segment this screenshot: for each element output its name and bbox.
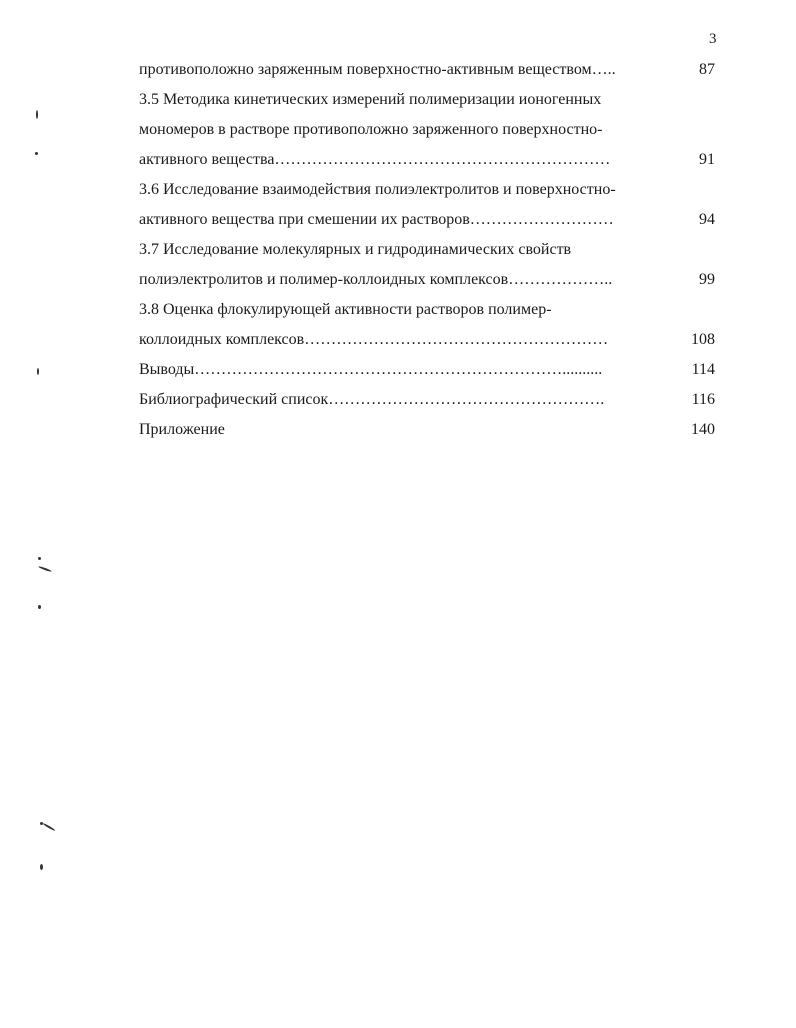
toc-entry-text: 3.6 Исследование взаимодействия полиэлектролитов и поверхностно- — [139, 181, 616, 198]
toc-entry-text: 3.8 Оценка флокулирующей активности растворов полимер- — [139, 301, 552, 318]
toc-entry-page: 94 — [699, 211, 715, 228]
toc-entry-text: активного вещества при смешении их растворов……………………… — [139, 211, 614, 228]
toc-entry-text: полиэлектролитов и полимер-коллоидных комплексов……………….. — [139, 271, 613, 288]
toc-entry-text: мономеров в растворе противоположно заряженного поверхностно- — [139, 121, 603, 138]
scan-speck — [38, 605, 41, 609]
toc-line — [139, 355, 715, 385]
scan-speck — [36, 110, 38, 119]
toc-entry-text: противоположно заряженным поверхностно-активным веществом….. — [139, 61, 616, 78]
scan-speck — [38, 566, 52, 573]
toc-entry-text: 3.7 Исследование молекулярных и гидродинамических свойств — [139, 241, 572, 258]
toc-line — [139, 85, 715, 115]
table-of-contents — [139, 55, 715, 445]
toc-entry-text: Приложение — [139, 421, 225, 438]
toc-entry-page: 140 — [691, 421, 715, 438]
toc-line — [139, 235, 715, 265]
toc-entry-text: Выводы…………………………………………………………….......... — [139, 361, 603, 378]
toc-line — [139, 175, 715, 205]
page-number: 3 — [709, 31, 717, 47]
toc-entry-page: 108 — [691, 331, 715, 348]
toc-entry-text: 3.5 Методика кинетических измерений полимеризации ионогенных — [139, 91, 602, 108]
scan-speck — [40, 864, 43, 870]
toc-entry-text: Библиографический список……………………………………………. — [139, 391, 605, 408]
toc-line — [139, 385, 715, 415]
toc-line — [139, 115, 715, 145]
toc-entry-text: коллоидных комплексов………………………………………………… — [139, 331, 609, 348]
toc-line — [139, 325, 715, 355]
toc-line — [139, 55, 715, 85]
toc-line — [139, 205, 715, 235]
scan-speck — [42, 823, 55, 832]
toc-entry-page: 91 — [699, 151, 715, 168]
toc-entry-page: 99 — [699, 271, 715, 288]
toc-line — [139, 265, 715, 295]
toc-line — [139, 145, 715, 175]
scan-speck — [37, 368, 39, 375]
toc-entry-page: 87 — [699, 61, 715, 78]
toc-entry-text: активного вещества……………………………………………………… — [139, 151, 611, 168]
toc-entry-page: 114 — [691, 361, 715, 378]
toc-entry-page: 116 — [691, 391, 715, 408]
scan-speck — [35, 152, 38, 155]
toc-line — [139, 295, 715, 325]
toc-line — [139, 415, 715, 445]
scan-speck — [38, 557, 41, 560]
